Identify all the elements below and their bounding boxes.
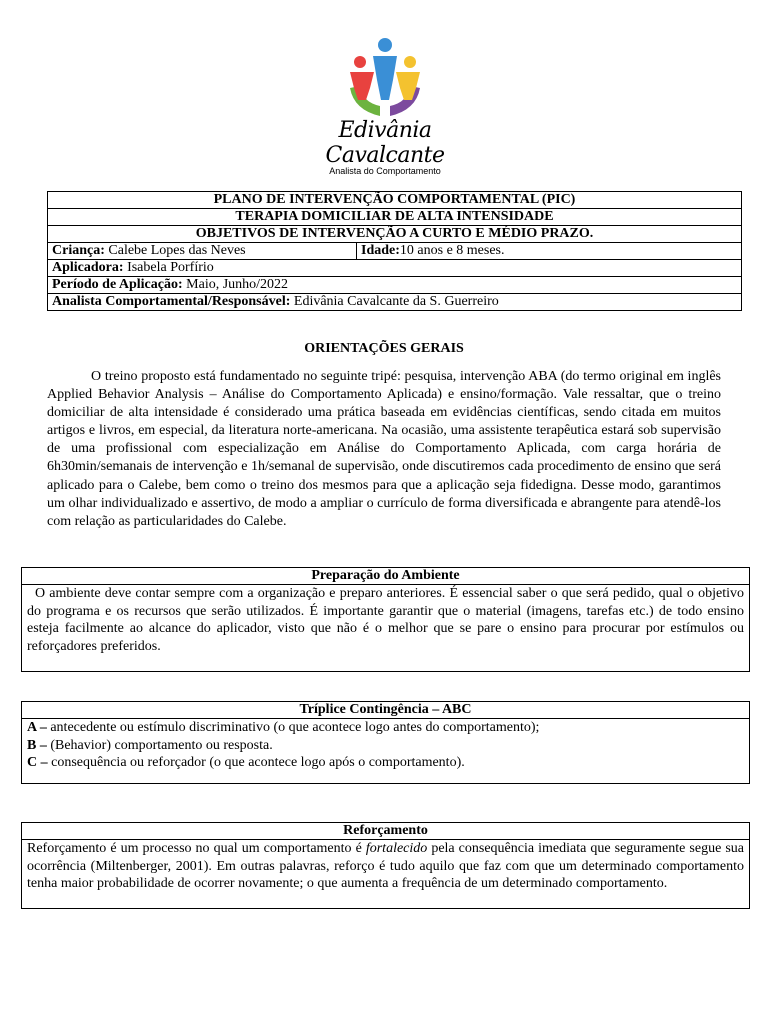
orientacoes-text: O treino proposto está fundamentado no seguinte tripé: pesquisa, intervenção ABA (do termo original em inglês Applied Behavior Analysis – Análise do Comportamento Aplicada) e ensino/formação. Vale ressaltar, que o treino domiciliar de alta intensidade é considerado uma prática baseada em evidências científicas, sendo citada em muitos artigos e livros, em especial, da literatura norte-americana. Na ocasião, uma assistente terapêutica estará sob supervisão de uma profissional com especialização em Análise do Comportamento Aplicada, com carga horária de 6h30min/semanais de intervenção e 1h/semanal de supervisão, onde discutiremos cada procedimento de ensino que será aplicado para o Calebe, bem como o treino dos mesmos para que a aplicação seja fidedigna. Desse modo, garantimos um olhar individualizado e assertivo, de modo a ampliar o currículo de forma diversificada e abrangente para atendê-los com relação as particularidades do Calebe. <box>47 369 721 529</box>
logo-name: Edivânia Cavalcante <box>325 118 445 168</box>
crianca-cell <box>48 243 357 260</box>
triplice-item-c <box>27 754 744 772</box>
triplice-box <box>21 701 750 784</box>
reforcamento-box <box>21 822 750 909</box>
reforcamento-text-before: Reforçamento é um processo no qual um comportamento é <box>27 841 366 856</box>
analista-label: Analista Comportamental/Responsável: <box>52 294 291 309</box>
header-table <box>47 191 742 311</box>
triplice-letter-c: C – <box>27 755 48 770</box>
preparacao-box <box>21 567 750 672</box>
periodo-cell <box>48 277 742 294</box>
header-title-2: TERAPIA DOMICILIAR DE ALTA INTENSIDADE <box>48 209 742 226</box>
triplice-letter-a: A – <box>27 720 47 735</box>
idade-value: 10 anos e 8 meses. <box>399 243 505 258</box>
idade-cell <box>357 243 742 260</box>
analista-cell <box>48 294 742 311</box>
triplice-text-b: (Behavior) comportamento ou resposta. <box>46 737 273 753</box>
triplice-item-b <box>27 737 744 755</box>
reforcamento-text-italic: fortalecido <box>365 841 428 856</box>
idade-label: Idade: <box>361 243 400 258</box>
triplice-text-c: consequência ou reforçador (o que acontece logo após o comportamento). <box>47 755 465 770</box>
aplicadora-value: Isabela Porfírio <box>123 260 214 275</box>
header-title-3: OBJETIVOS DE INTERVENÇÃO A CURTO E MÉDIO PRAZO. <box>48 226 742 243</box>
preparacao-title: Preparação do Ambiente <box>22 568 749 585</box>
triplice-item-a <box>27 719 744 737</box>
crianca-value: Calebe Lopes das Neves <box>104 243 246 258</box>
periodo-value: Maio, Junho/2022 <box>182 277 289 292</box>
triplice-title: Tríplice Contingência – ABC <box>22 702 749 719</box>
aplicadora-label: Aplicadora: <box>52 260 124 275</box>
triplice-text-a: antecedente ou estímulo discriminativo (o que acontece logo antes do comportamento); <box>46 720 540 735</box>
logo-subtitle: Analista do Comportamento <box>329 166 441 176</box>
analista-value: Edivânia Cavalcante da S. Guerreiro <box>290 294 499 309</box>
preparacao-text: O ambiente deve contar sempre com a organização e preparo anteriores. É essencial saber o que será pedido, qual o objetivo do programa e os recursos que serão utilizados. É importante garantir que o material (imagens, tarefas etc.) de todo ensino esteja facilmente ao alcance do aplicador, visto que não é o melhor que se pare o ensino para procurar por estímulos ou reforçadores preferidos. <box>27 586 744 654</box>
reforcamento-text-after: pela consequência imediata que seguramente segue sua ocorrência (Miltenberger, 2001). Em outras palavras, reforço é tudo aquilo que faz com que um determinado comportamento tenha maior probabilidade de ocorrer novamente; o que aumenta a frequência de um determinado comportamento. <box>27 841 744 891</box>
people-hands-logo-icon <box>340 36 430 120</box>
logo <box>300 36 470 176</box>
triplice-list <box>22 719 749 772</box>
periodo-label: Período de Aplicação: <box>52 277 183 292</box>
crianca-label: Criança: <box>52 243 105 258</box>
triplice-letter-b: B – <box>27 737 47 753</box>
orientacoes-title: ORIENTAÇÕES GERAIS <box>304 341 464 356</box>
aplicadora-cell <box>48 260 742 277</box>
reforcamento-title: Reforçamento <box>22 823 749 840</box>
reforcamento-text <box>22 840 749 893</box>
header-title-1: PLANO DE INTERVENÇÃO COMPORTAMENTAL (PIC) <box>48 192 742 209</box>
